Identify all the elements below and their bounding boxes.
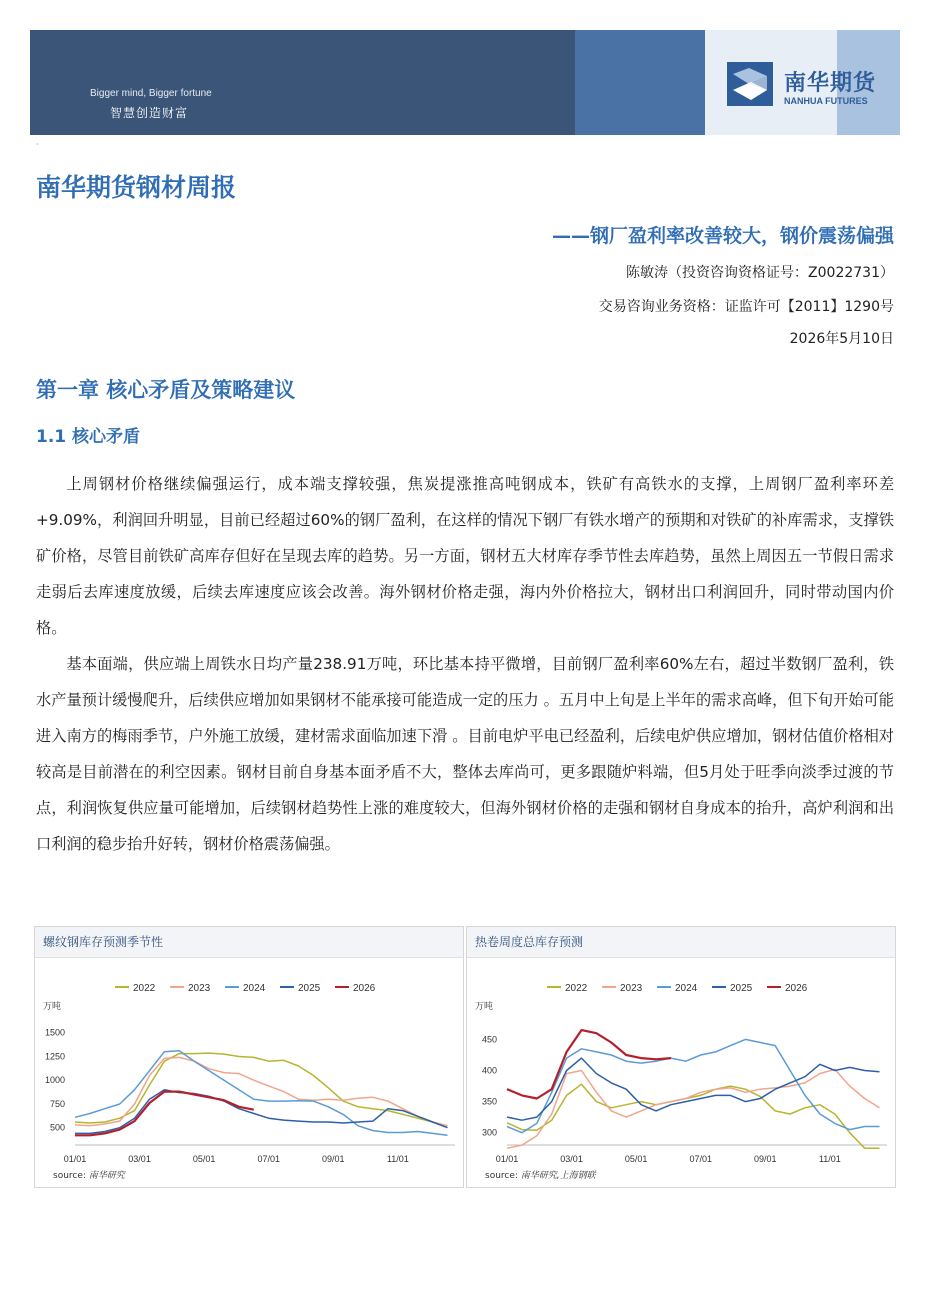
x-tick-label: 11/01 [818, 1154, 841, 1164]
slogan-chinese: 智慧创造财富 [110, 106, 189, 120]
legend-label-2026: 2026 [353, 983, 376, 994]
chart-source [53, 1168, 125, 1181]
license-line: 交易咨询业务资格：证监许可【2011】1290号 [598, 299, 894, 315]
x-tick-label: 09/01 [322, 1154, 345, 1164]
chart-title: 螺纹钢库存预测季节性 [35, 927, 463, 958]
series-line-2023 [507, 1069, 880, 1148]
series-line-2024 [507, 1039, 880, 1132]
y-tick-label: 450 [481, 1034, 497, 1045]
legend-label-2024: 2024 [675, 983, 698, 994]
chart-title: 热卷周度总库存预测 [467, 927, 895, 958]
x-tick-label: 07/01 [257, 1154, 280, 1164]
header-banner [30, 30, 900, 135]
source-label: source: [53, 1171, 86, 1181]
x-tick-label: 05/01 [624, 1154, 648, 1164]
page-marker: · [36, 140, 39, 149]
chart-panel-hrc [466, 926, 896, 1188]
author-line: 陈敏涛（投资咨询资格证号：Z0022731） [626, 265, 894, 281]
chapter-heading: 第一章 核心矛盾及策略建议 [36, 378, 296, 402]
series-line-2026 [507, 1030, 671, 1098]
logo-text-english: NANHUA FUTURES [784, 96, 868, 106]
x-tick-label: 01/01 [63, 1154, 87, 1164]
y-tick-label: 1000 [44, 1075, 65, 1086]
x-tick-label: 07/01 [689, 1154, 712, 1164]
y-tick-label: 1250 [44, 1051, 65, 1062]
banner-stripe-mid [575, 30, 705, 135]
legend-label-2025: 2025 [298, 983, 321, 994]
x-tick-label: 01/01 [495, 1154, 519, 1164]
x-tick-label: 03/01 [560, 1154, 583, 1164]
legend-label-2022: 2022 [565, 983, 588, 994]
source-label: source: [485, 1171, 518, 1181]
legend-label-2026: 2026 [785, 983, 808, 994]
y-tick-label: 750 [49, 1098, 65, 1109]
legend-label-2022: 2022 [133, 983, 156, 994]
y-tick-label: 400 [481, 1065, 497, 1076]
source-text: 南华研究 [88, 1171, 125, 1181]
y-axis-label: 万吨 [43, 1002, 62, 1012]
legend-label-2024: 2024 [243, 983, 266, 994]
legend-label-2023: 2023 [188, 983, 211, 994]
logo-text-chinese: 南华期货 [784, 71, 877, 96]
rebar-inventory-chart [35, 957, 465, 1164]
x-tick-label: 09/01 [754, 1154, 777, 1164]
chart-source [485, 1168, 596, 1181]
nanhua-logo-icon [725, 60, 775, 108]
y-tick-label: 1500 [44, 1027, 65, 1038]
hrc-inventory-chart [467, 957, 897, 1164]
y-tick-label: 300 [481, 1127, 497, 1138]
y-tick-label: 500 [49, 1122, 65, 1133]
report-title: 南华期货钢材周报 [36, 173, 237, 202]
paragraph: 上周钢材价格继续偏强运行，成本端支撑较强，焦炭提涨推高吨钢成本，铁矿有高铁水的支撑，上周钢厂盈利率环差+9.09%，利润回升明显，目前已经超过60%的钢厂盈利，在这样的情况下钢厂有铁水增产的预期和对铁矿的补库需求，支撑铁矿价格，尽管目前铁矿高库存但好在呈现去库的趋势。另一方面，钢材五大材库存季节性去库趋势，虽然上周因五一节假日需求走弱后去库速度放缓，后续去库速度应该会改善。海外钢材价格走强，海内外价格拉大，钢材出口利润回升，同时带动国内价格。 [36, 475, 894, 637]
x-tick-label: 03/01 [128, 1154, 151, 1164]
x-tick-label: 11/01 [386, 1154, 409, 1164]
legend-label-2023: 2023 [620, 983, 643, 994]
x-tick-label: 05/01 [192, 1154, 216, 1164]
y-axis-label: 万吨 [475, 1002, 494, 1012]
legend-label-2025: 2025 [730, 983, 753, 994]
series-line-2022 [75, 1053, 448, 1126]
source-text: 南华研究,上海钢联 [520, 1171, 596, 1181]
report-subtitle: ——钢厂盈利率改善较大，钢价震荡偏强 [551, 225, 894, 247]
series-line-2026 [75, 1092, 254, 1136]
paragraph: 基本面端，供应端上周铁水日均产量238.91万吨，环比基本持平微增，目前钢厂盈利率60%左右，超过半数钢厂盈利，铁水产量预计缓慢爬升，后续供应增加如果钢材不能承接可能造成一定的压力 。五月中上旬是上半年的需求高峰，但下旬开始可能进入南方的梅雨季节，户外施工放缓，建材需求面临加速下滑 。目前电炉平电已经盈利，后续电炉供应增加，钢材估值价格相对较高是目前潜在的利空因素。钢材目前自身基本面矛盾不大，整体去库尚可，更多跟随炉料端，但5月处于旺季向淡季过渡的节点，利润恢复供应量可能增加，后续钢材趋势性上涨的难度较大，但海外钢材价格的走强和钢材自身成本的抬升，高炉利润和出口利润的稳步抬升好转，钢材价格震荡偏强。 [36, 655, 894, 853]
y-tick-label: 350 [481, 1096, 497, 1107]
section-heading: 1.1 核心矛盾 [36, 427, 141, 447]
report-date: 2026年5月10日 [789, 331, 894, 347]
slogan-english: Bigger mind, Bigger fortune [90, 88, 212, 99]
chart-panel-rebar [34, 926, 464, 1188]
